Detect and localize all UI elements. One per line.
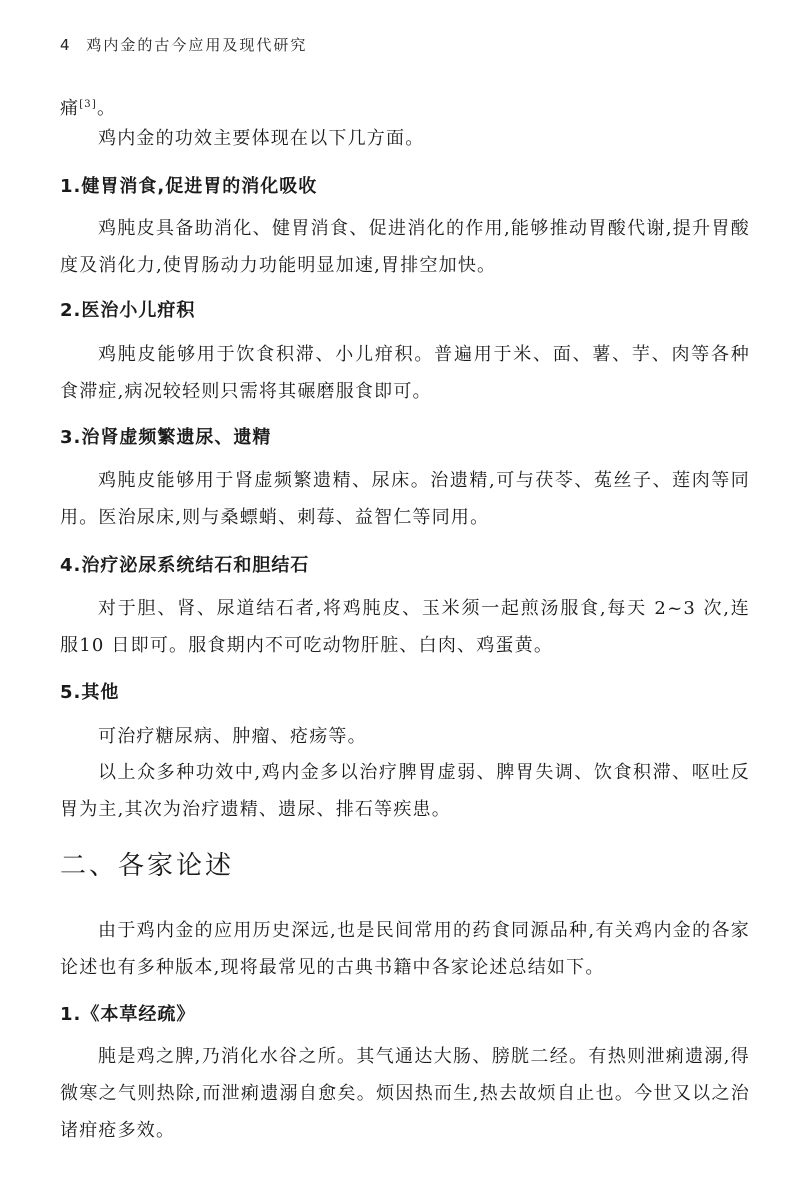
chapter-intro-text: 由于鸡内金的应用历史深远,也是民间常用的药食同源品种,有关鸡内金的各家论述也有多种版本,现将最常见的古典书籍中各家论述总结如下。 — [60, 920, 750, 978]
section-heading-5: 5.其他 — [60, 682, 120, 703]
section-text-5: 可治疗糖尿病、肿瘤、疮疡等。 — [98, 726, 367, 747]
section-text-3: 鸡肫皮能够用于肾虚频繁遗精、尿床。治遗精,可与茯苓、菟丝子、莲肉等同用。医治尿床,则与桑螵蛸、刺莓、益智仁等同用。 — [60, 470, 750, 528]
page-header — [60, 34, 307, 55]
lead-paragraph — [60, 120, 750, 157]
summary-paragraph — [60, 754, 750, 828]
section-body-1 — [60, 210, 750, 284]
section-heading-4: 4.治疗泌尿系统结石和胆结石 — [60, 555, 310, 576]
section-body-3 — [60, 462, 750, 536]
section-body-5 — [60, 718, 750, 755]
summary-text: 以上众多种功效中,鸡内金多以治疗脾胃虚弱、脾胃失调、饮食积滞、呕吐反胃为主,其次为治疗遗精、遗尿、排石等疾患。 — [60, 762, 750, 820]
section-body-4 — [60, 590, 750, 664]
section-heading-3: 3.治肾虚频繁遗尿、遗精 — [60, 427, 272, 448]
quote-text: 肫是鸡之脾,乃消化水谷之所。其气通达大肠、膀胱二经。有热则泄痢遗溺,得微寒之气则热除,而泄痢遗溺自愈矣。烦因热而生,热去故烦自止也。今世又以之治诸疳疮多效。 — [60, 1046, 750, 1141]
running-title: 鸡内金的古今应用及现代研究 — [86, 36, 308, 54]
section-text-1: 鸡肫皮具备助消化、健胃消食、促进消化的作用,能够推动胃酸代谢,提升胃酸度及消化力,使胃肠动力功能明显加速,胃排空加快。 — [60, 218, 750, 276]
citation-ref: [3] — [79, 99, 97, 110]
section-heading-1: 1.健胃消食,促进胃的消化吸收 — [60, 176, 318, 197]
subsection-heading: 1.《本草经疏》 — [60, 1004, 196, 1025]
chapter-heading: 二、各家论述 — [60, 851, 235, 881]
carryover-text: 痛 — [60, 98, 80, 119]
quote-paragraph — [60, 1038, 750, 1149]
section-body-2 — [60, 336, 750, 410]
lead-text: 鸡内金的功效主要体现在以下几方面。 — [98, 128, 425, 149]
carryover-end: 。 — [96, 98, 117, 119]
section-text-4: 对于胆、肾、尿道结石者,将鸡肫皮、玉米须一起煎汤服食,每天 2~3 次,连服10 日即可。服食期内不可吃动物肝脏、白肉、鸡蛋黄。 — [60, 598, 750, 656]
chapter-intro — [60, 912, 750, 986]
section-heading-2: 2.医治小儿疳积 — [60, 300, 196, 321]
section-text-2: 鸡肫皮能够用于饮食积滞、小儿疳积。普遍用于米、面、薯、芋、肉等各种食滞症,病况较轻则只需将其碾磨服食即可。 — [60, 344, 750, 402]
page-number: 4 — [60, 36, 70, 54]
